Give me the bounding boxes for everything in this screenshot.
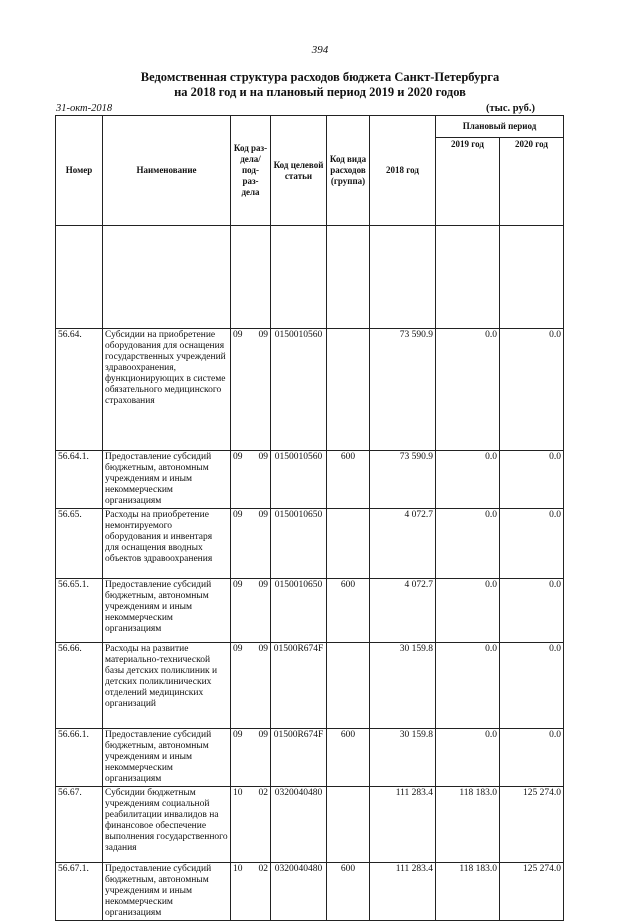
header-target: Код целевой статьи: [271, 116, 327, 226]
subsection-code: 09: [258, 330, 268, 340]
row-section: [231, 729, 271, 787]
row-2019: 0.0: [436, 729, 500, 787]
row-2020: 0.0: [500, 643, 564, 729]
section-code: 09: [233, 452, 243, 462]
table-row: [56, 329, 564, 451]
row-section: [231, 451, 271, 509]
row-2019: 118 183.0: [436, 863, 500, 921]
row-section: [231, 509, 271, 579]
header-2018: 2018 год: [370, 116, 436, 226]
row-section: [231, 579, 271, 643]
table-row: [56, 579, 564, 643]
row-target: 01500R674F: [271, 643, 327, 729]
row-name: Расходы на приобретение немонтируемого оборудования и инвентаря для оснащения вводных объектов здравоохранения: [103, 509, 231, 579]
header-planned-period: Плановый период: [436, 116, 564, 138]
row-target: 0150010560: [271, 329, 327, 451]
row-2019: 0.0: [436, 451, 500, 509]
header-number: Номер: [56, 116, 103, 226]
row-expense-type: 600: [327, 729, 370, 787]
row-2018: 73 590.9: [370, 451, 436, 509]
row-2018: 4 072.7: [370, 579, 436, 643]
budget-table: [55, 115, 564, 921]
table-body: [56, 329, 564, 921]
row-number: 56.65.1.: [56, 579, 103, 643]
row-2020: 125 274.0: [500, 863, 564, 921]
row-number: 56.64.: [56, 329, 103, 451]
row-2020: 0.0: [500, 329, 564, 451]
table-row: [56, 863, 564, 921]
subsection-code: 02: [258, 788, 268, 798]
section-code: 09: [233, 330, 243, 340]
table-row: [56, 787, 564, 863]
row-target: 0150010650: [271, 509, 327, 579]
row-2018: 73 590.9: [370, 329, 436, 451]
section-code: 09: [233, 644, 243, 654]
header-name: Наименование: [103, 116, 231, 226]
row-section: [231, 787, 271, 863]
header-expense-type: Код вида расходов (группа): [327, 116, 370, 226]
row-section: [231, 863, 271, 921]
section-code: 09: [233, 510, 243, 520]
row-2019: 0.0: [436, 643, 500, 729]
row-number: 56.64.1.: [56, 451, 103, 509]
row-2020: 125 274.0: [500, 787, 564, 863]
title-line-2: на 2018 год и на плановый период 2019 и 2020 годов: [174, 85, 466, 99]
table-row: [56, 509, 564, 579]
units-label: (тыс. руб.): [486, 103, 535, 114]
header-spacer-row: [56, 226, 564, 329]
row-section: [231, 643, 271, 729]
subsection-code: 02: [258, 864, 268, 874]
row-name: Предоставление субсидий бюджетным, автономным учреждениям и иным некоммерческим организациям: [103, 451, 231, 509]
section-code: 09: [233, 730, 243, 740]
row-number: 56.65.: [56, 509, 103, 579]
row-2019: 118 183.0: [436, 787, 500, 863]
row-2020: 0.0: [500, 451, 564, 509]
row-expense-type: [327, 509, 370, 579]
subsection-code: 09: [258, 510, 268, 520]
subsection-code: 09: [258, 644, 268, 654]
row-target: 0150010560: [271, 451, 327, 509]
row-2018: 111 283.4: [370, 863, 436, 921]
row-target: 0320040480: [271, 863, 327, 921]
subsection-code: 09: [258, 730, 268, 740]
subsection-code: 09: [258, 452, 268, 462]
row-expense-type: [327, 787, 370, 863]
row-name: Предоставление субсидий бюджетным, автономным учреждениям и иным некоммерческим организациям: [103, 579, 231, 643]
row-name: Субсидии бюджетным учреждениям социальной реабилитации инвалидов на финансовое обеспечение выполнения государственного задания: [103, 787, 231, 863]
header-section: Код раз- дела/ под- раз- дела: [231, 116, 271, 226]
row-2019: 0.0: [436, 329, 500, 451]
row-2020: 0.0: [500, 509, 564, 579]
row-expense-type: [327, 329, 370, 451]
row-section: [231, 329, 271, 451]
row-2018: 30 159.8: [370, 643, 436, 729]
document-date: 31-окт-2018: [56, 103, 113, 114]
row-target: 0320040480: [271, 787, 327, 863]
table-row: [56, 729, 564, 787]
title-line-1: Ведомственная структура расходов бюджета Санкт-Петербурга: [140, 70, 500, 84]
row-2018: 4 072.7: [370, 509, 436, 579]
header-2019: 2019 год: [436, 138, 500, 226]
row-name: Расходы на развитие материально-технической базы детских поликлиник и детских поликлинических отделений медицинских организаций: [103, 643, 231, 729]
row-2019: 0.0: [436, 509, 500, 579]
row-number: 56.66.: [56, 643, 103, 729]
section-code: 09: [233, 580, 243, 590]
row-2020: 0.0: [500, 729, 564, 787]
row-2018: 30 159.8: [370, 729, 436, 787]
section-code: 10: [233, 864, 243, 874]
page-number: 394: [311, 44, 329, 56]
subsection-code: 09: [258, 580, 268, 590]
row-number: 56.66.1.: [56, 729, 103, 787]
document-title: [0, 70, 640, 100]
row-2019: 0.0: [436, 579, 500, 643]
row-target: 01500R674F: [271, 729, 327, 787]
row-expense-type: [327, 643, 370, 729]
table-row: [56, 451, 564, 509]
row-name: Предоставление субсидий бюджетным, автономным учреждениям и иным некоммерческим организациям: [103, 729, 231, 787]
row-expense-type: 600: [327, 579, 370, 643]
row-target: 0150010650: [271, 579, 327, 643]
row-expense-type: 600: [327, 451, 370, 509]
table-row: [56, 643, 564, 729]
row-name: Предоставление субсидий бюджетным, автономным учреждениям и иным некоммерческим организациям: [103, 863, 231, 921]
section-code: 10: [233, 788, 243, 798]
row-number: 56.67.1.: [56, 863, 103, 921]
row-number: 56.67.: [56, 787, 103, 863]
header-2020: 2020 год: [500, 138, 564, 226]
row-2018: 111 283.4: [370, 787, 436, 863]
row-name: Субсидии на приобретение оборудования для оснащения государственных учреждений здравоохранения, функционирующих в системе обязательного медицинского страхования: [103, 329, 231, 451]
row-expense-type: 600: [327, 863, 370, 921]
row-2020: 0.0: [500, 579, 564, 643]
